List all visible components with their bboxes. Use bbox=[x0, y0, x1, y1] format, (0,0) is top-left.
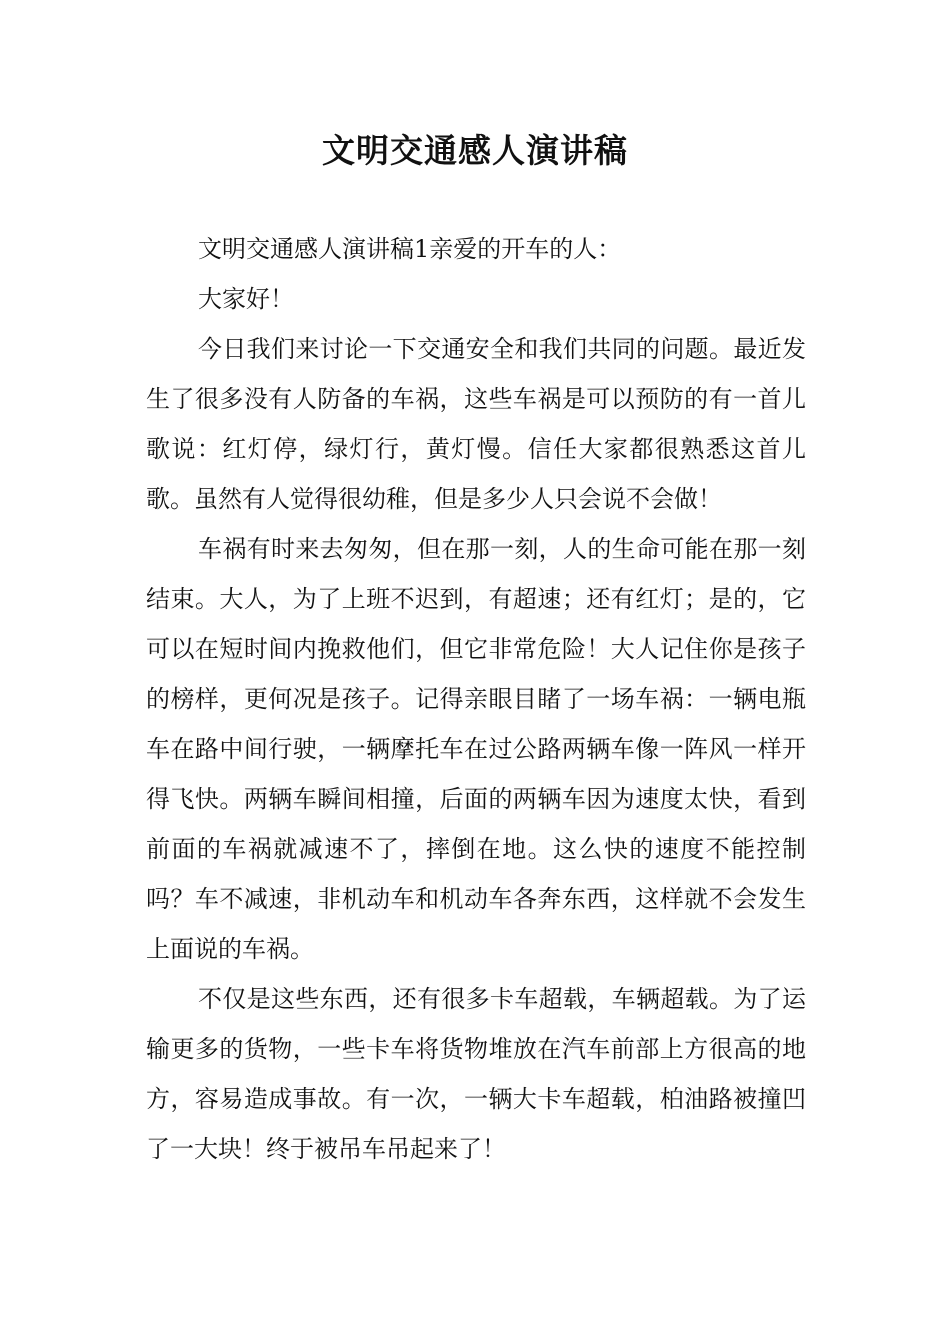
paragraph-overload: 不仅是这些东西，还有很多卡车超载，车辆超载。为了运输更多的货物，一些卡车将货物堆放在汽车前部上方很高的地方，容易造成事故。有一次，一辆大卡车超载，柏油路被撞凹了一大块！终于被吊车吊起来了！ bbox=[146, 985, 806, 1163]
paragraph-intro: 今日我们来讨论一下交通安全和我们共同的问题。最近发生了很多没有人防备的车祸，这些车祸是可以预防的有一首儿歌说：红灯停，绿灯行，黄灯慢。信任大家都很熟悉这首儿歌。虽然有人觉得很幼稚，但是多少人只会说不会做！ bbox=[146, 335, 806, 513]
document-body bbox=[146, 224, 806, 1174]
paragraph-salutation: 文明交通感人演讲稿1亲爱的开车的人： bbox=[198, 235, 622, 263]
paragraph-accident-story: 车祸有时来去匆匆，但在那一刻，人的生命可能在那一刻结束。大人，为了上班不迟到，有超速；还有红灯；是的，它可以在短时间内挽救他们，但它非常危险！大人记住你是孩子的榜样，更何况是孩子。记得亲眼目睹了一场车祸：一辆电瓶车在路中间行驶，一辆摩托车在过公路两辆车像一阵风一样开得飞快。两辆车瞬间相撞，后面的两辆车因为速度太快，看到前面的车祸就减速不了，摔倒在地。这么快的速度不能控制吗？车不减速，非机动车和机动车各奔东西，这样就不会发生上面说的车祸。 bbox=[146, 535, 806, 963]
paragraph-greeting: 大家好！ bbox=[198, 285, 294, 313]
page-title: 文明交通感人演讲稿 bbox=[322, 131, 628, 170]
